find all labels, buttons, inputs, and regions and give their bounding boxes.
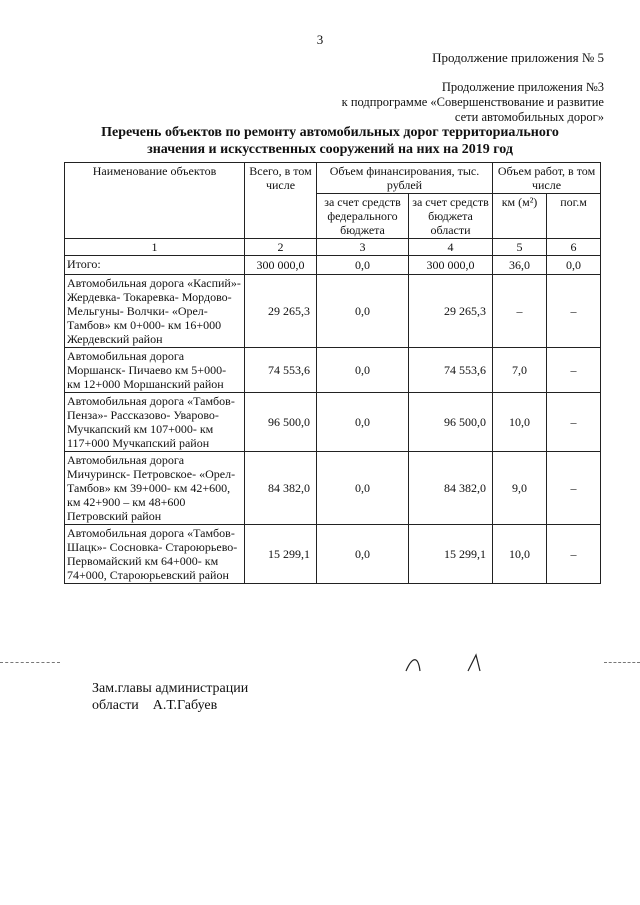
header-total: Всего, в том числе [245,163,317,239]
column-number: 4 [409,239,493,256]
table-row [65,275,601,348]
column-number: 2 [245,239,317,256]
appendix-5-note: Продолжение приложения № 5 [432,50,604,65]
object-pm: – [547,525,601,584]
object-name: Автомобильная дорога «Каспий»- Жердевка- Токаревка- Мордово- Мельгуны- Волчки- «Орел-Тамбов» км 0+000- км 16+000 Жердевский район [65,275,245,348]
total-sum: 300 000,0 [245,256,317,275]
column-number: 1 [65,239,245,256]
total-pm: 0,0 [547,256,601,275]
column-number: 6 [547,239,601,256]
page-number: 3 [316,32,324,47]
column-number: 3 [317,239,409,256]
object-km: 7,0 [493,348,547,393]
table-row [65,348,601,393]
appendix-3-line-1: Продолжение приложения №3 [441,80,604,94]
table-row [65,452,601,525]
object-km: – [493,275,547,348]
header-km: км (м²) [493,194,547,239]
object-total: 74 553,6 [245,348,317,393]
cut-line-right [604,662,640,663]
object-regional: 29 265,3 [409,275,493,348]
objects-table [64,162,601,584]
column-number: 5 [493,239,547,256]
object-federal: 0,0 [317,525,409,584]
object-pm: – [547,275,601,348]
header-regional: за счет средств бюджета области [409,194,493,239]
cut-line-left [0,662,60,663]
header-pm: пог.м [547,194,601,239]
signature-block [92,680,248,714]
object-pm: – [547,452,601,525]
object-regional: 15 299,1 [409,525,493,584]
object-regional: 96 500,0 [409,393,493,452]
object-km: 9,0 [493,452,547,525]
object-federal: 0,0 [317,452,409,525]
object-name: Автомобильная дорога «Тамбов- Пенза»- Рассказово- Уварово- Мучкапский км 107+000- км 117+000 Мучкапский район [65,393,245,452]
object-pm: – [547,348,601,393]
title-line-1: Перечень объектов по ремонту автомобильных дорог территориального [101,125,559,140]
object-federal: 0,0 [317,348,409,393]
object-regional: 74 553,6 [409,348,493,393]
object-total: 96 500,0 [245,393,317,452]
object-km: 10,0 [493,393,547,452]
object-total: 84 382,0 [245,452,317,525]
total-label: Итого: [65,256,245,275]
total-km: 36,0 [493,256,547,275]
object-name: Автомобильная дорога Моршанск- Пичаево км 5+000- км 12+000 Моршанский район [65,348,245,393]
appendix-3-note [342,80,604,125]
signature-position: Зам.главы администрации [92,681,249,696]
object-name: Автомобильная дорога Мичуринск- Петровское- «Орел- Тамбов» км 39+000- км 42+600, км 42+900 – км 48+600 Петровский район [65,452,245,525]
object-federal: 0,0 [317,393,409,452]
header-financing: Объем финансирования, тыс. рублей [317,163,493,194]
object-regional: 84 382,0 [409,452,493,525]
table-header-row-1 [65,163,601,194]
object-total: 15 299,1 [245,525,317,584]
title-line-2: значения и искусственных сооружений на них на 2019 год [147,142,513,157]
header-federal: за счет средств федерального бюджета [317,194,409,239]
total-regional: 300 000,0 [409,256,493,275]
total-federal: 0,0 [317,256,409,275]
object-km: 10,0 [493,525,547,584]
object-federal: 0,0 [317,275,409,348]
column-numbers-row [65,239,601,256]
appendix-3-line-2: к подпрограмме «Совершенствование и развитие [341,95,604,109]
object-name: Автомобильная дорога «Тамбов- Шацк»- Сосновка- Староюрьево-Первомайский км 64+000- км 74+000, Староюрьевский район [65,525,245,584]
signature-mark-icon [404,653,494,675]
signature-name: области А.Т.Габуев [92,698,218,713]
header-name: Наименование объектов [65,163,245,239]
table-row [65,393,601,452]
header-works: Объем работ, в том числе [493,163,601,194]
total-row [65,256,601,275]
document-title [60,124,600,158]
object-pm: – [547,393,601,452]
table-row [65,525,601,584]
appendix-3-line-3: сети автомобильных дорог» [454,110,604,124]
object-total: 29 265,3 [245,275,317,348]
